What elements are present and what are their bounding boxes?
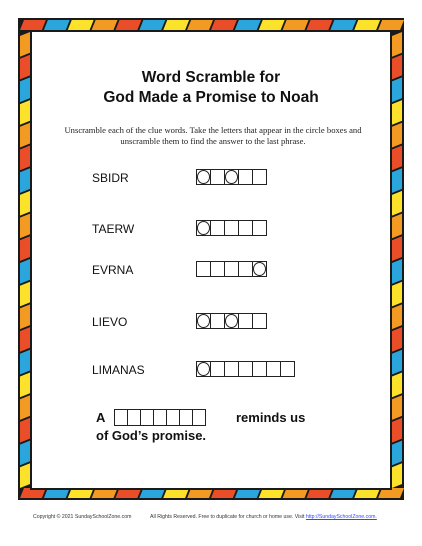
border-tile (20, 282, 30, 307)
border-tile (20, 214, 30, 239)
letter-box[interactable] (252, 313, 267, 329)
answer-boxes (196, 220, 266, 236)
border-tile (392, 327, 402, 352)
border-tile (116, 20, 142, 30)
letter-box[interactable] (224, 261, 239, 277)
border-tile (139, 20, 165, 30)
letter-box[interactable] (252, 361, 267, 377)
border-tile (392, 100, 402, 125)
final-letter-box[interactable] (166, 409, 180, 426)
final-answer-boxes[interactable] (114, 409, 205, 426)
border-tile (20, 20, 46, 30)
border-tile (259, 20, 285, 30)
circled-letter-box[interactable] (196, 313, 211, 329)
border-tile (392, 441, 402, 466)
title-line-1: Word Scramble for (141, 69, 281, 86)
clue-word: LIMANAS (92, 363, 145, 377)
clue-row (92, 261, 352, 281)
letter-box[interactable] (238, 220, 253, 236)
border-tile (392, 259, 402, 284)
final-line-2: of God’s promise. (96, 428, 207, 443)
letter-box[interactable] (210, 169, 225, 185)
border-tile (68, 20, 94, 30)
clue-row (92, 220, 352, 240)
border-tile (20, 236, 30, 261)
border-tile (354, 20, 380, 30)
circled-letter-box[interactable] (196, 220, 211, 236)
final-phrase (92, 409, 352, 443)
clue-word: EVRNA (92, 263, 134, 277)
border-tile (392, 55, 402, 80)
border-tile (20, 259, 30, 284)
border-tile (20, 327, 30, 352)
border-tile (20, 418, 30, 443)
letter-box[interactable] (238, 361, 253, 377)
site-link[interactable]: http://SundaySchoolZone.com. (305, 514, 377, 520)
answer-boxes (196, 169, 266, 185)
final-letter-box[interactable] (153, 409, 167, 426)
border-tile (20, 168, 30, 193)
border-tile (20, 441, 30, 466)
border-tile (163, 20, 189, 30)
final-letter-box[interactable] (140, 409, 154, 426)
border-tile (187, 20, 213, 30)
letter-box[interactable] (266, 361, 281, 377)
letter-box[interactable] (196, 261, 211, 277)
instructions: Unscramble each of the clue words. Take the letters that appear in the circle boxes and unscramble them to find the answer to the last phrase. (64, 125, 362, 146)
border-tile (392, 32, 402, 57)
clue-word: TAERW (92, 222, 135, 236)
border-tile (44, 20, 70, 30)
border-tile (392, 123, 402, 148)
letter-box[interactable] (252, 169, 267, 185)
border-tile (283, 20, 309, 30)
clue-row (92, 169, 352, 189)
border-tile (392, 236, 402, 261)
border-tile (20, 77, 30, 102)
border-tile (392, 191, 402, 216)
border-tile (235, 20, 261, 30)
clue-row (92, 313, 352, 333)
letter-box[interactable] (210, 220, 225, 236)
letter-box[interactable] (210, 313, 225, 329)
border-tile (20, 304, 30, 329)
copyright-text: Copyright © 2021 SundaySchoolZone.com (33, 514, 132, 520)
clue-word: SBIDR (92, 171, 129, 185)
answer-boxes (196, 361, 294, 377)
title-line-2: God Made a Promise to Noah (103, 89, 319, 106)
border-tile (211, 20, 237, 30)
border-tile (392, 304, 402, 329)
border-tile (20, 55, 30, 80)
answer-boxes (196, 261, 266, 277)
border-tile (307, 20, 333, 30)
final-letter-box[interactable] (127, 409, 141, 426)
border-tile (20, 123, 30, 148)
final-prefix: A (96, 410, 106, 425)
border-tile (20, 463, 30, 488)
letter-box[interactable] (210, 361, 225, 377)
border-tile (392, 418, 402, 443)
letter-box[interactable] (210, 261, 225, 277)
border-tile (392, 463, 402, 488)
rights-label: All Rights Reserved. Free to duplicate for church or home use. Visit (150, 514, 305, 520)
border-tile (392, 395, 402, 420)
circled-letter-box[interactable] (252, 261, 267, 277)
letter-box[interactable] (238, 169, 253, 185)
letter-box[interactable] (238, 261, 253, 277)
final-letter-box[interactable] (114, 409, 128, 426)
border-tile (20, 350, 30, 375)
circled-letter-box[interactable] (224, 169, 239, 185)
worksheet-panel (32, 32, 390, 488)
clue-word: LIEVO (92, 315, 128, 329)
border-tile (20, 146, 30, 171)
border-tile (392, 350, 402, 375)
circled-letter-box[interactable] (224, 313, 239, 329)
border-tile (330, 20, 356, 30)
border-tile (20, 191, 30, 216)
answer-boxes (196, 313, 266, 329)
border-tile (20, 395, 30, 420)
rights-text (150, 514, 377, 520)
border-tile (92, 20, 118, 30)
border-tile (392, 146, 402, 171)
border-tile (20, 32, 30, 57)
final-suffix: reminds us (236, 410, 306, 425)
border-tile (392, 214, 402, 239)
letter-box[interactable] (224, 361, 239, 377)
letter-box[interactable] (224, 220, 239, 236)
border-tile (392, 373, 402, 398)
final-letter-box[interactable] (192, 409, 206, 426)
border-tile (20, 373, 30, 398)
letter-box[interactable] (252, 220, 267, 236)
border-tile (392, 168, 402, 193)
footer (0, 514, 422, 526)
final-letter-box[interactable] (179, 409, 193, 426)
border-tile (20, 100, 30, 125)
border-tile (378, 20, 404, 30)
clue-row (92, 361, 352, 381)
border-tile (392, 282, 402, 307)
circled-letter-box[interactable] (196, 361, 211, 377)
border-tile (392, 77, 402, 102)
letter-box[interactable] (238, 313, 253, 329)
circled-letter-box[interactable] (196, 169, 211, 185)
letter-box[interactable] (280, 361, 295, 377)
